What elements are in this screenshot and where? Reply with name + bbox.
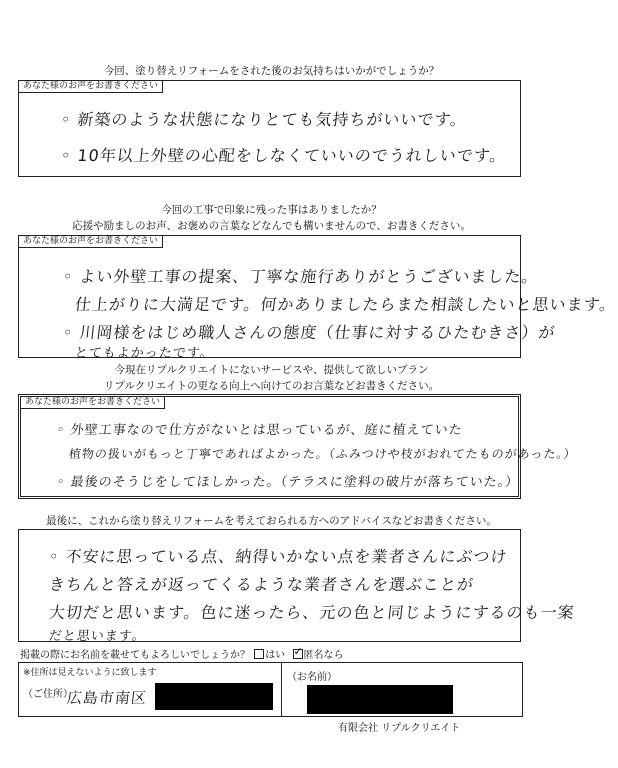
company-name: 有限会社 リプルクリエイト [338,723,461,734]
answer-4-line-2: きちんと答えが返ってくるような業者さんを選ぶことが [47,575,475,594]
answer-header-2: あなた様のお声をお書きください [19,236,163,248]
question-2-line-2: 応援や励ましのお声、お褒めの言葉などなんでも構いませんので、お書きください。 [72,220,471,232]
answer-header-3: あなた様のお声をお書きください [21,397,165,409]
contact-divider [281,663,282,716]
answer-3-line-3: ◦ 最後のそうじをしてほしかった。（テラスに塗料の破片が落ちていた。） [56,475,520,490]
question-2-line-1: 今回の工事で印象に残った事はありましたか？ [161,204,382,216]
question-4: 最後に、これから塗り替えリフォームを考えておられる方へのアドバイスなどお書きください。 [46,515,497,527]
answer-2-line-3: ◦ 川岡様をはじめ職人さんの態度（仕事に対するひたむきさ）が [61,323,557,342]
answer-box-4 [18,529,576,644]
answer-2-line-1: ◦ よい外壁工事の提案、丁寧な施行ありがとうございました。 [61,267,540,286]
address-note: ※住所は見えないように致します [23,668,157,678]
answer-4-line-4: だと思います。 [48,629,147,644]
question-3-line-2: リプルクリエイトの更なる向上へ向けてのお言葉などお書きください。 [103,380,440,392]
name-label: （お名前） [287,672,337,683]
answer-box-3 [18,394,578,499]
contact-box [18,662,523,717]
address-label: （ご住所） [23,689,73,700]
answer-header-1: あなた様のお声をお書きください [19,81,163,93]
answer-3-line-2: 植物の扱いがもっと丁寧であればよかった。（ふみつけや枝がおれてたものがあった。） [68,447,578,461]
question-3-line-1: 今現在リプルクリエイトにないサービスや、提供して欲しいプラン [114,364,429,376]
answer-2-line-2: 仕上がりに大満足です。何かありましたらまた相談したいと思います。 [73,295,618,314]
answer-1-line-1: ◦ 新築のような状態になりとても気持ちがいいです。 [59,110,469,129]
answer-4-line-1: ◦ 不安に思っている点、納得いかない点を業者さんにぶつけ [47,547,509,566]
address-redaction [155,683,273,710]
consent-question: 掲載の際にお名前を載せてもよろしいでしょうか？ [20,650,250,661]
address-value: 広島市南区 [66,689,148,707]
answer-box-2 [18,235,618,361]
yes-label: はい [265,650,286,661]
anonymous-label: 匿名なら [303,650,344,661]
answer-4-line-3: 大切だと思います。色に迷ったら、元の色と同じようにするのも一案 [47,603,576,622]
yes-checkbox[interactable] [254,649,264,659]
answer-3-line-1: ◦ 外壁工事なので仕方がないとは思っているが、庭に植えていた [56,423,464,438]
answer-2-line-4: とてもよかったです。 [74,346,215,361]
question-1: 今回、塗り替えリフォームをされた後のお気持ちはいかがでしょうか？ [103,65,440,77]
anonymous-checkbox[interactable] [293,649,303,659]
answer-box-1 [18,80,521,177]
answer-1-line-2: ◦ 10年以上外壁の心配をしなくていいのでうれしいです。 [59,146,508,165]
name-redaction [307,685,453,714]
consent-row [20,646,344,661]
